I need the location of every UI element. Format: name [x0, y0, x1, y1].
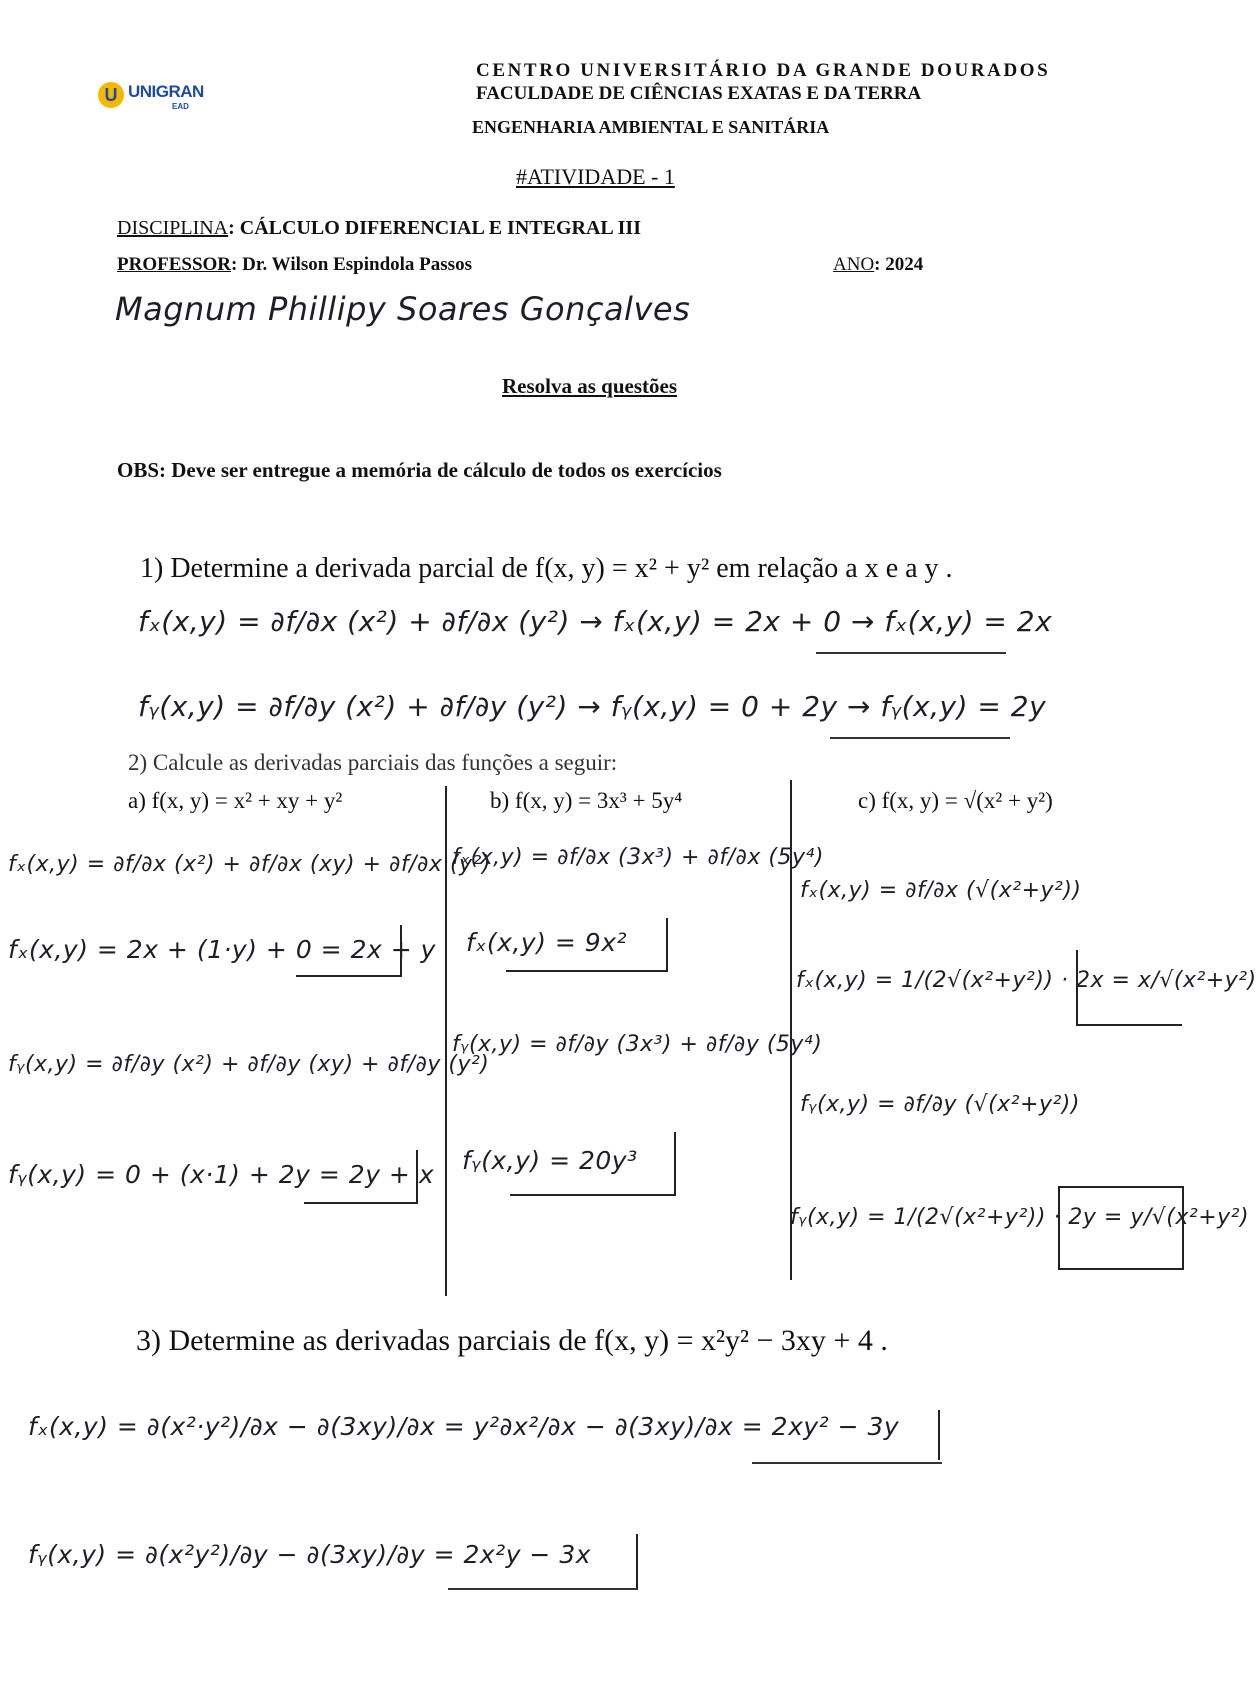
discipline-value: : CÁLCULO DIFERENCIAL E INTEGRAL III	[228, 217, 641, 239]
q2b-fy-result: fᵧ(x,y) = 20y³	[462, 1146, 638, 1175]
q3-fx-line: fₓ(x,y) = ∂(x²·y²)/∂x − ∂(3xy)/∂x = y²∂x²/∂x − ∂(3xy)/∂x = 2xy² − 3y	[28, 1412, 900, 1441]
q1-fy-line: fᵧ(x,y) = ∂f/∂y (x²) + ∂f/∂y (y²) → fᵧ(x,y) = 0 + 2y → fᵧ(x,y) = 2y	[138, 690, 1047, 723]
q2c-fy-box	[1058, 1186, 1184, 1270]
q1-statement: 1) Determine a derivada parcial de f(x, y) = x² + y² em relação a x e a y .	[140, 553, 953, 584]
q3-fx-underline	[752, 1462, 942, 1464]
q3-statement: 3) Determine as derivadas parciais de f(x, y) = x²y² − 3xy + 4 .	[136, 1324, 888, 1357]
instructions-title: Resolva as questões	[502, 374, 678, 398]
q2b-fx-box	[506, 918, 668, 972]
q2b-fx-result: fₓ(x,y) = 9x²	[466, 928, 628, 957]
activity-title: #ATIVIDADE - 1	[516, 164, 675, 189]
observation: OBS: Deve ser entregue a memória de cálculo de todos os exercícios	[117, 458, 722, 482]
q2a-label: a) f(x, y) = x² + xy + y²	[128, 788, 343, 813]
q2c-fx-derivative: fₓ(x,y) = ∂f/∂x (√(x²+y²))	[800, 878, 1082, 903]
professor-value: : Dr. Wilson Espindola Passos	[231, 254, 472, 275]
discipline-label: DISCIPLINA	[117, 217, 229, 239]
q2b-fy-box	[510, 1132, 676, 1196]
q1-fx-line: fₓ(x,y) = ∂f/∂x (x²) + ∂f/∂x (y²) → fₓ(x,y) = 2x + 0 → fₓ(x,y) = 2x	[138, 605, 1053, 638]
course-name: ENGENHARIA AMBIENTAL E SANITÁRIA	[472, 117, 830, 137]
q3-fy-bracket	[636, 1534, 638, 1588]
q2a-fy-result: fᵧ(x,y) = 0 + (x·1) + 2y = 2y + x	[8, 1160, 435, 1189]
q1-fx-underline	[816, 652, 1006, 654]
q1-fy-underline	[830, 737, 1010, 739]
q2a-fy-derivative: fᵧ(x,y) = ∂f/∂y (x²) + ∂f/∂y (xy) + ∂f/∂y (y²)	[8, 1052, 490, 1077]
faculty-name: FACULDADE DE CIÊNCIAS EXATAS E DA TERRA	[476, 83, 922, 104]
q2a-fx-derivative: fₓ(x,y) = ∂f/∂x (x²) + ∂f/∂x (xy) + ∂f/∂x (y²)	[8, 852, 491, 877]
discipline-line	[117, 217, 641, 240]
q3-fy-underline	[448, 1588, 638, 1590]
q2b-label: b) f(x, y) = 3x³ + 5y⁴	[490, 788, 683, 813]
q2c-label: c) f(x, y) = √(x² + y²)	[858, 788, 1053, 813]
logo-icon: U	[98, 82, 124, 108]
q2b-fy-derivative: fᵧ(x,y) = ∂f/∂y (3x³) + ∂f/∂y (5y⁴)	[452, 1032, 823, 1057]
q2a-fy-box	[304, 1150, 418, 1204]
q2a-fx-box	[296, 925, 402, 977]
professor-label: PROFESSOR	[117, 254, 232, 275]
institution-name: CENTRO UNIVERSITÁRIO DA GRANDE DOURADOS	[476, 60, 1051, 81]
q3-fy-line: fᵧ(x,y) = ∂(x²y²)/∂y − ∂(3xy)/∂y = 2x²y − 3x	[28, 1540, 592, 1569]
year-value: : 2024	[874, 254, 924, 275]
q2c-fx-result: fₓ(x,y) = 1/(2√(x²+y²)) · 2x = x/√(x²+y²)	[796, 968, 1257, 993]
q2c-fy-derivative: fᵧ(x,y) = ∂f/∂y (√(x²+y²))	[800, 1092, 1080, 1117]
student-name: Magnum Phillipy Soares Gonçalves	[115, 290, 691, 328]
q2b-fx-derivative: fₓ(x,y) = ∂f/∂x (3x³) + ∂f/∂x (5y⁴)	[452, 845, 824, 870]
professor-line	[117, 254, 472, 276]
q2c-fx-box	[1076, 950, 1182, 1026]
q2a-fx-result: fₓ(x,y) = 2x + (1·y) + 0 = 2x + y	[8, 935, 436, 964]
logo-sub: EAD	[172, 102, 189, 111]
logo-text: UNIGRAN	[128, 82, 204, 101]
q3-fx-bracket	[938, 1410, 940, 1460]
year-label: ANO	[833, 254, 875, 275]
q2-statement: 2) Calcule as derivadas parciais das funções a seguir:	[128, 750, 618, 775]
unigran-logo	[98, 80, 208, 116]
year-line	[833, 254, 923, 276]
q2c-fy-result: fᵧ(x,y) = 1/(2√(x²+y²)) · 2y = y/√(x²+y²)	[790, 1205, 1250, 1230]
